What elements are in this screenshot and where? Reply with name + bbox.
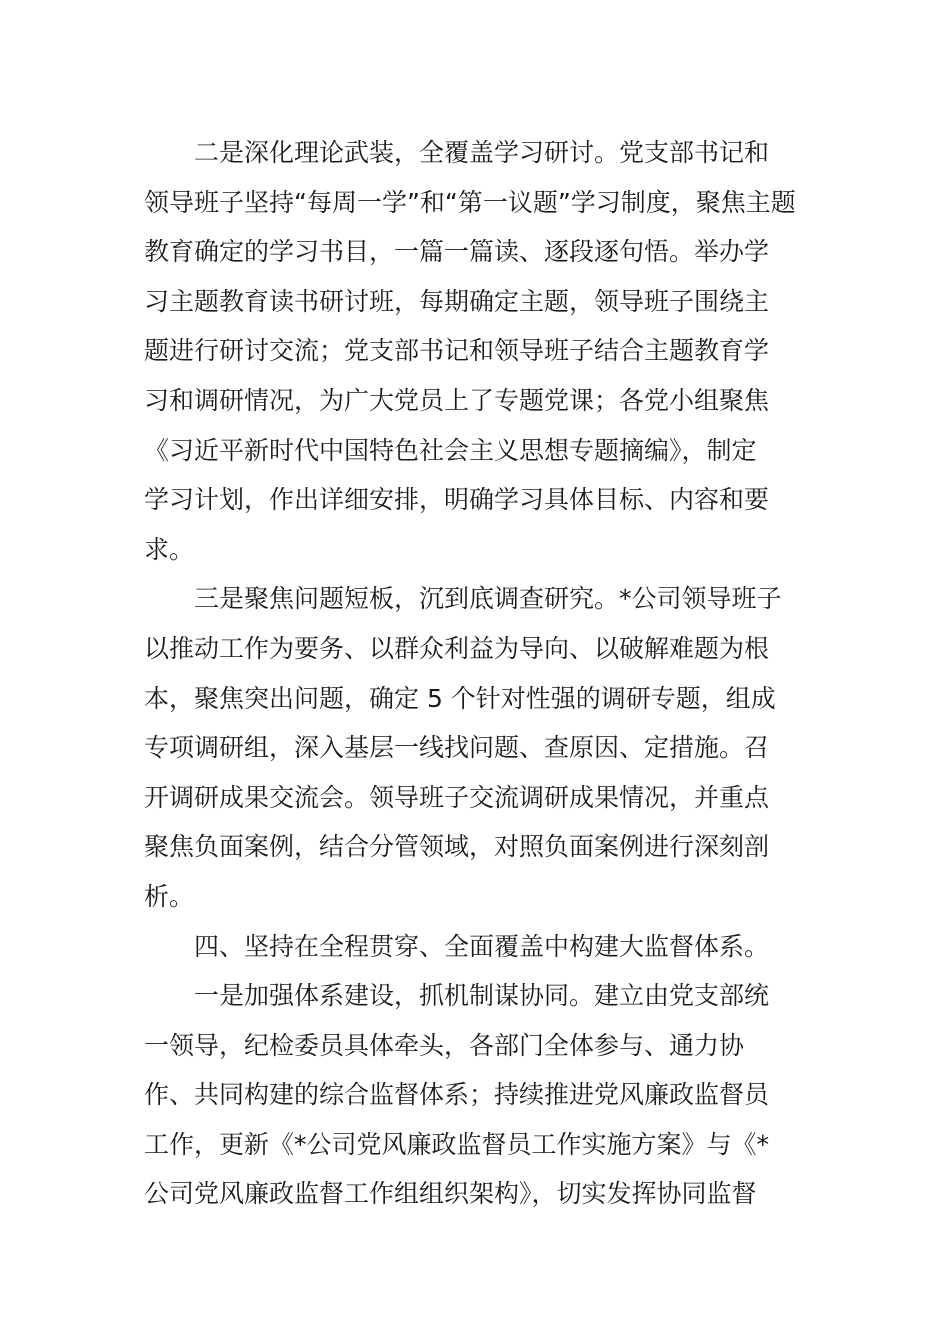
- text-line: 三是聚焦问题短板，沉到底调查研究。*公司领导班子: [194, 584, 782, 614]
- text-line: 学习计划，作出详细安排，明确学习具体目标、内容和要: [144, 485, 770, 515]
- text-line: 教育确定的学习书目，一篇一篇读、逐段逐句悟。举办学: [144, 237, 770, 267]
- text-line: 一领导，纪检委员具体牵头，各部门全体参与、通力协: [144, 1030, 745, 1060]
- text-line: 以推动工作为要务、以群众利益为导向、以破解难题为根: [144, 633, 770, 663]
- body-text: [144, 128, 806, 1219]
- text-line: 习和调研情况，为广大党员上了专题党课；各党小组聚焦: [144, 385, 770, 415]
- text-line: 求。: [144, 534, 195, 564]
- text-line: 习主题教育读书研讨班，每期确定主题，领导班子围绕主: [144, 286, 770, 316]
- text-line: 专项调研组，深入基层一线找问题、查原因、定措施。召: [144, 733, 770, 763]
- text-line: 析。: [144, 881, 195, 911]
- text-line: 一是加强体系建设，抓机制谋协同。建立由党支部统: [194, 981, 770, 1011]
- text-line: 工作，更新《*公司党风廉政监督员工作实施方案》与《*: [144, 1129, 770, 1159]
- text-line: 领导班子坚持“每周一学”和“第一议题”学习制度，聚焦主题: [144, 187, 796, 217]
- text-line: 本，聚焦突出问题，确定 5 个针对性强的调研专题，组成: [144, 683, 776, 713]
- text-line: 公司党风廉政监督工作组组织架构》，切实发挥协同监督: [144, 1179, 757, 1209]
- text-line: 《习近平新时代中国特色社会主义思想专题摘编》，制定: [144, 435, 757, 465]
- text-line: 作、共同构建的综合监督体系；持续推进党风廉政监督员: [144, 1080, 770, 1110]
- text-line: 聚焦负面案例，结合分管领域，对照负面案例进行深刻剖: [144, 832, 770, 862]
- section-heading: 四、坚持在全程贯穿、全面覆盖中构建大监督体系。: [194, 931, 770, 961]
- text-line: 开调研成果交流会。领导班子交流调研成果情况，并重点: [144, 782, 770, 812]
- text-line: 题进行研讨交流；党支部书记和领导班子结合主题教育学: [144, 336, 770, 366]
- text-line: 二是深化理论武装，全覆盖学习研讨。党支部书记和: [194, 138, 770, 167]
